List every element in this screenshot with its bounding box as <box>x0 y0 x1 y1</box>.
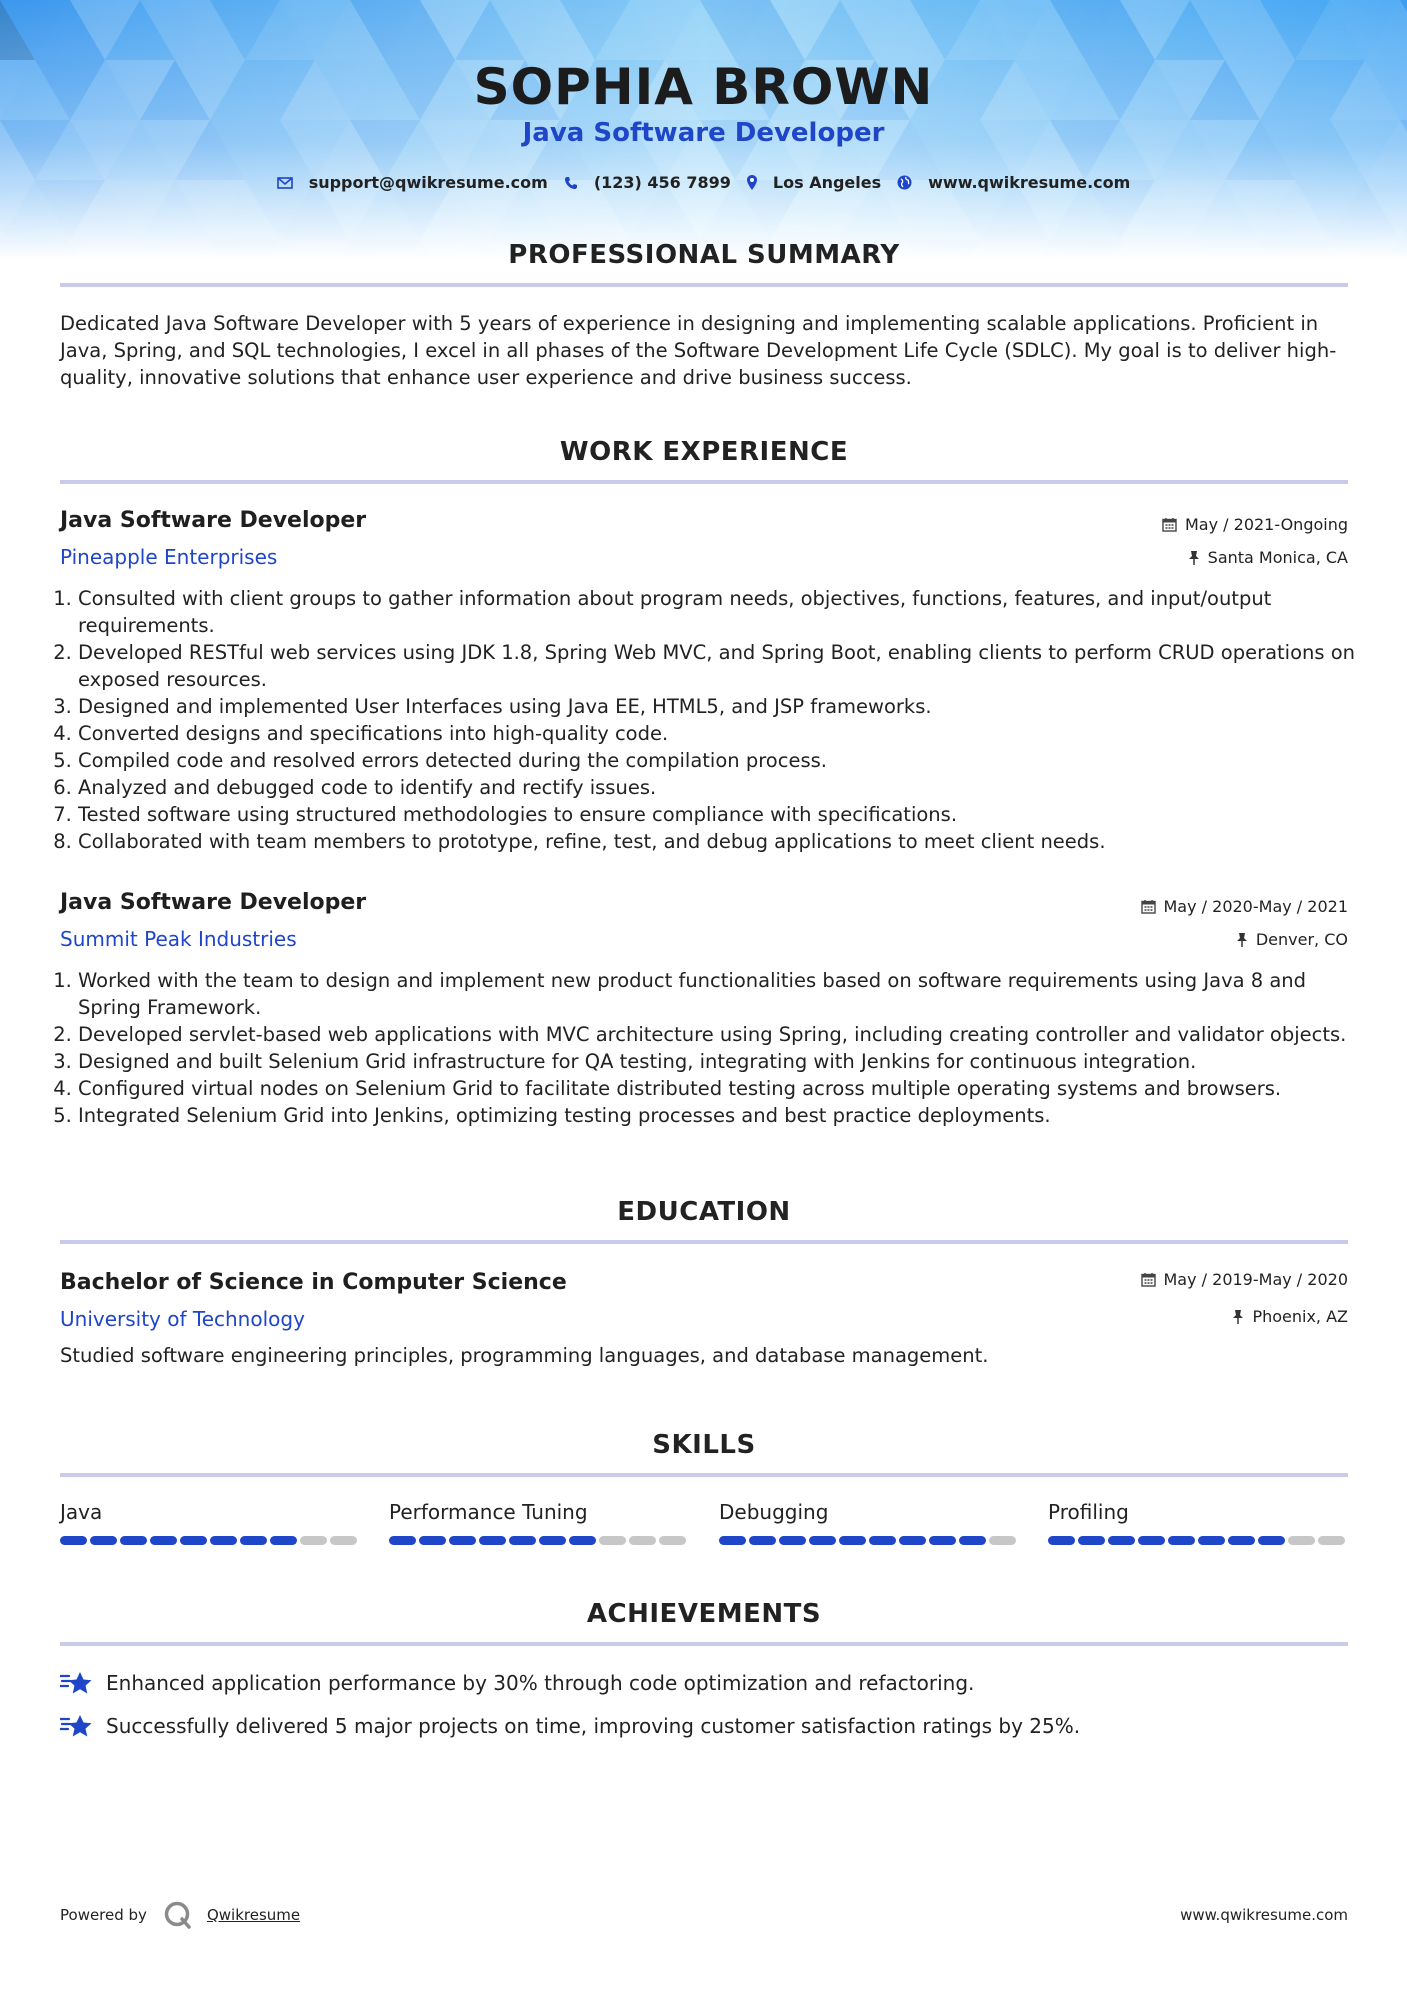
skill-segment-filled <box>90 1536 117 1545</box>
job-bullets <box>60 967 1368 1129</box>
list-item: 2. Developed RESTful web services using JDK 1.8, Spring Web MVC, and Spring Boot, enabling clients to perform CRUD operations on exposed resources. <box>78 639 1368 693</box>
skill-level-bar <box>719 1536 1021 1545</box>
contact-phone[interactable] <box>564 173 731 192</box>
skill-segment-filled <box>929 1536 956 1545</box>
skill-segment-empty <box>1318 1536 1345 1545</box>
skill-segment-filled <box>270 1536 297 1545</box>
list-item: 5. Compiled code and resolved errors detected during the compilation process. <box>78 747 1368 774</box>
skill-segment-empty <box>330 1536 357 1545</box>
skill-segment-filled <box>449 1536 476 1545</box>
contact-phone-text: (123) 456 7899 <box>593 173 731 192</box>
education-dates-text: May / 2019-May / 2020 <box>1163 1270 1348 1289</box>
skill-segment-empty <box>1288 1536 1315 1545</box>
skill-name: Profiling <box>1048 1500 1129 1524</box>
job-dates <box>1141 897 1349 916</box>
skill-name: Performance Tuning <box>389 1500 588 1524</box>
skill-segment-filled <box>479 1536 506 1545</box>
skill-segment-filled <box>150 1536 177 1545</box>
powered-by-label: Powered by <box>60 1906 147 1924</box>
skills-divider <box>60 1473 1348 1477</box>
candidate-name: SOPHIA BROWN <box>473 58 934 116</box>
footer-website[interactable]: www.qwikresume.com <box>1180 1906 1348 1924</box>
achievement-text: Enhanced application performance by 30% through code optimization and refactoring. <box>106 1671 975 1695</box>
envelope-icon <box>277 176 293 190</box>
calendar-icon <box>1141 899 1156 914</box>
skill-level-bar <box>60 1536 362 1545</box>
job-bullets <box>60 585 1368 855</box>
skill-name: Debugging <box>719 1500 829 1524</box>
calendar-icon <box>1141 1272 1156 1287</box>
skill-segment-empty <box>989 1536 1016 1545</box>
skill-segment-filled <box>60 1536 87 1545</box>
skill-segment-filled <box>809 1536 836 1545</box>
summary-heading: PROFESSIONAL SUMMARY <box>508 240 900 270</box>
education-degree: Bachelor of Science in Computer Science <box>60 1270 567 1295</box>
list-item: 3. Designed and built Selenium Grid infrastructure for QA testing, integrating with Jenkins for continuous integration. <box>78 1048 1368 1075</box>
skill-segment-filled <box>389 1536 416 1545</box>
skill-item <box>1048 1500 1350 1545</box>
pushpin-icon <box>1236 932 1248 947</box>
calendar-icon <box>1162 517 1177 532</box>
skill-segment-filled <box>1168 1536 1195 1545</box>
list-item: 3. Designed and implemented User Interfaces using Java EE, HTML5, and JSP frameworks. <box>78 693 1368 720</box>
skill-item <box>389 1500 691 1545</box>
skill-name: Java <box>60 1500 103 1524</box>
job-company: Pineapple Enterprises <box>60 545 278 569</box>
skill-segment-filled <box>779 1536 806 1545</box>
education-location-text: Phoenix, AZ <box>1252 1307 1348 1326</box>
qwikresume-logo-icon <box>163 1900 193 1930</box>
experience-divider <box>60 480 1348 484</box>
skill-segment-filled <box>569 1536 596 1545</box>
map-pin-icon <box>747 175 757 190</box>
job-company: Summit Peak Industries <box>60 927 297 951</box>
skill-segment-empty <box>300 1536 327 1545</box>
skill-segment-empty <box>629 1536 656 1545</box>
job-dates <box>1162 515 1348 534</box>
job-dates-text: May / 2020-May / 2021 <box>1163 897 1348 916</box>
contact-website-text: www.qwikresume.com <box>928 173 1131 192</box>
contact-website[interactable] <box>897 173 1130 192</box>
skill-segment-filled <box>180 1536 207 1545</box>
list-item: 5. Integrated Selenium Grid into Jenkins, optimizing testing processes and best practice deployments. <box>78 1102 1368 1129</box>
skill-segment-filled <box>1198 1536 1225 1545</box>
list-item: 1. Worked with the team to design and implement new product functionalities based on software requirements using Java 8 and Spring Framework. <box>78 967 1368 1021</box>
skill-segment-filled <box>1108 1536 1135 1545</box>
job-title: Java Software Developer <box>60 508 367 533</box>
skill-segment-filled <box>539 1536 566 1545</box>
skill-segment-filled <box>749 1536 776 1545</box>
job-location <box>1188 548 1348 567</box>
job-dates-text: May / 2021-Ongoing <box>1185 515 1348 534</box>
education-description: Studied software engineering principles, programming languages, and database management. <box>60 1344 989 1367</box>
contact-location <box>747 173 881 192</box>
achievement-text: Successfully delivered 5 major projects on time, improving customer satisfaction ratings by 25%. <box>106 1714 1081 1738</box>
skill-segment-filled <box>120 1536 147 1545</box>
skill-segment-filled <box>1048 1536 1075 1545</box>
skill-level-bar <box>389 1536 691 1545</box>
education-heading: EDUCATION <box>617 1197 791 1227</box>
skills-heading: SKILLS <box>652 1430 756 1460</box>
phone-icon <box>564 176 578 190</box>
summary-divider <box>60 283 1348 287</box>
star-icon <box>60 1713 94 1739</box>
experience-heading: WORK EXPERIENCE <box>559 437 849 467</box>
education-school: University of Technology <box>60 1307 305 1331</box>
skill-segment-filled <box>1228 1536 1255 1545</box>
list-item: 8. Collaborated with team members to prototype, refine, test, and debug applications to meet client needs. <box>78 828 1368 855</box>
contact-location-text: Los Angeles <box>772 173 882 192</box>
pushpin-icon <box>1232 1309 1244 1324</box>
achievements-heading: ACHIEVEMENTS <box>586 1599 822 1629</box>
skill-segment-filled <box>869 1536 896 1545</box>
contact-bar <box>0 173 1407 192</box>
list-item: 6. Analyzed and debugged code to identify and rectify issues. <box>78 774 1368 801</box>
skill-segment-filled <box>509 1536 536 1545</box>
skill-segment-filled <box>1138 1536 1165 1545</box>
skill-item <box>719 1500 1021 1545</box>
contact-email[interactable] <box>277 173 548 192</box>
skill-segment-filled <box>1078 1536 1105 1545</box>
skill-segment-filled <box>240 1536 267 1545</box>
skill-segment-filled <box>899 1536 926 1545</box>
job-title: Java Software Developer <box>60 890 367 915</box>
achievement-item <box>60 1713 1080 1739</box>
skill-segment-filled <box>419 1536 446 1545</box>
skill-segment-filled <box>839 1536 866 1545</box>
contact-email-text: support@qwikresume.com <box>308 173 548 192</box>
globe-icon <box>897 175 912 190</box>
education-dates <box>1141 1270 1349 1289</box>
skill-segment-empty <box>659 1536 686 1545</box>
list-item: 4. Configured virtual nodes on Selenium Grid to facilitate distributed testing across multiple operating systems and browsers. <box>78 1075 1368 1102</box>
footer-brand-link[interactable]: Qwikresume <box>206 1906 301 1924</box>
education-divider <box>60 1240 1348 1244</box>
job-location-text: Denver, CO <box>1255 930 1348 949</box>
list-item: 1. Consulted with client groups to gather information about program needs, objectives, functions, features, and input/output requirements. <box>78 585 1368 639</box>
list-item: 2. Developed servlet-based web applications with MVC architecture using Spring, including creating controller and validator objects. <box>78 1021 1368 1048</box>
pushpin-icon <box>1188 550 1200 565</box>
skill-item <box>60 1500 362 1545</box>
summary-text: Dedicated Java Software Developer with 5 years of experience in designing and implementing scalable applications. Proficient in Java, Spring, and SQL technologies, I excel in all phases of the Software Development Life Cycle (SDLC). My goal is to deliver high-quality, innovative solutions that enhance user experience and drive business success. <box>60 312 1337 389</box>
skill-segment-filled <box>959 1536 986 1545</box>
candidate-title: Java Software Developer <box>522 118 885 148</box>
footer-powered-by <box>60 1900 300 1930</box>
skill-segment-filled <box>210 1536 237 1545</box>
achievement-item <box>60 1670 974 1696</box>
job-location <box>1236 930 1348 949</box>
skill-level-bar <box>1048 1536 1350 1545</box>
skill-segment-filled <box>1258 1536 1285 1545</box>
list-item: 7. Tested software using structured methodologies to ensure compliance with specifications. <box>78 801 1368 828</box>
skill-segment-empty <box>599 1536 626 1545</box>
education-location <box>1232 1307 1348 1326</box>
star-icon <box>60 1670 94 1696</box>
job-location-text: Santa Monica, CA <box>1207 548 1348 567</box>
achievements-divider <box>60 1642 1348 1646</box>
skill-segment-filled <box>719 1536 746 1545</box>
list-item: 4. Converted designs and specifications into high-quality code. <box>78 720 1368 747</box>
